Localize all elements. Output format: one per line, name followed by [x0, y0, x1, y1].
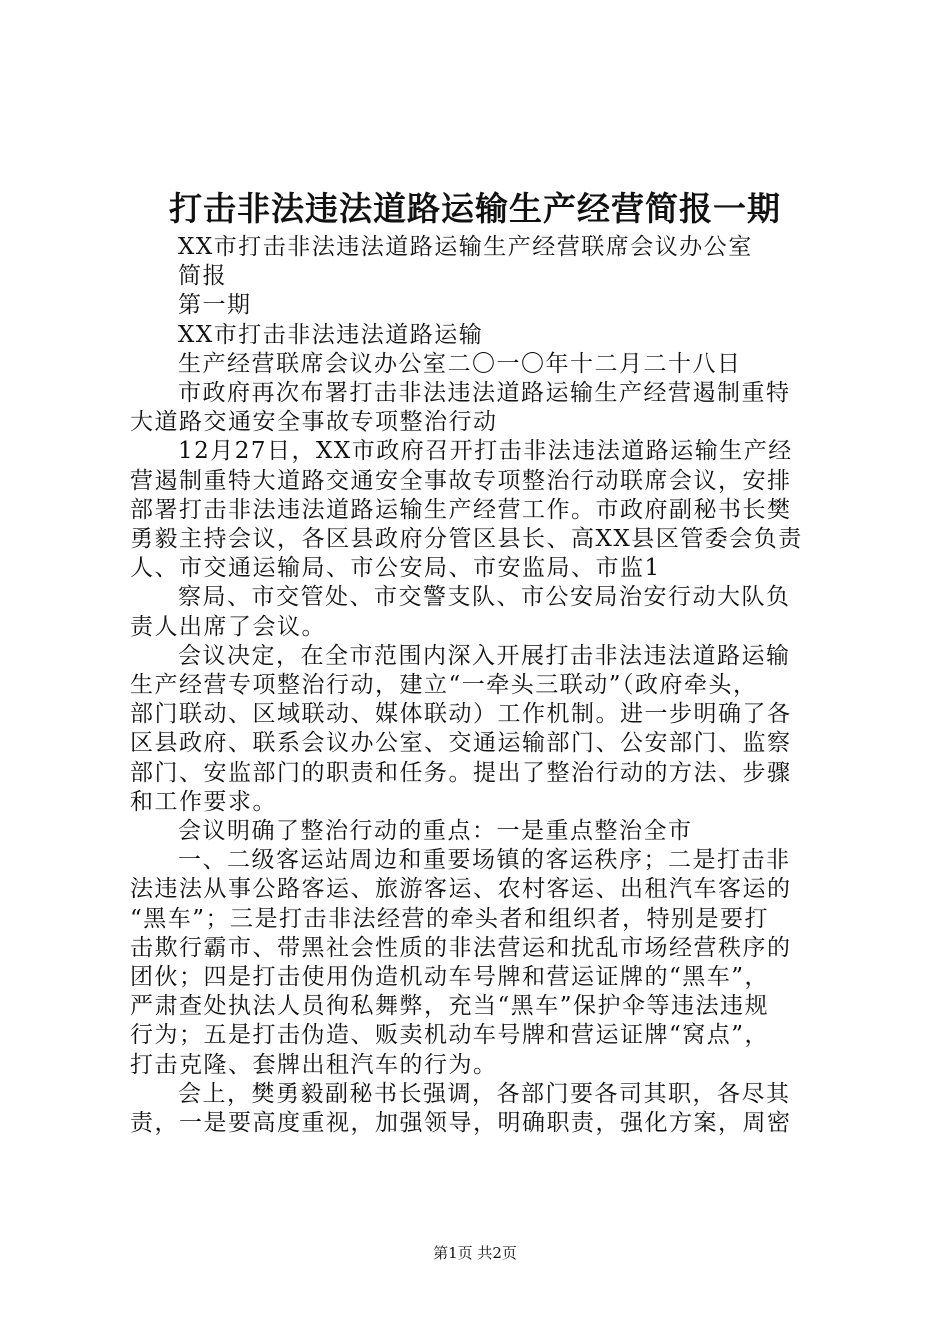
body-line: 12月27日，XX市政府召开打击非法违法道路运输生产经 [178, 438, 793, 465]
body-line: 部门、安监部门的职责和任务。提出了整治行动的方法、步骤 [130, 759, 792, 786]
body-line: “黑车”；三是打击非法经营的牵头者和组织者，特别是要打 [130, 905, 770, 932]
page-indicator: 第1页 共2页 [433, 1244, 517, 1262]
body-line: 生产经营专项整治行动，建立“一牵头三联动”（政府牵头， [130, 672, 758, 698]
body-line: 第一期 [178, 292, 252, 319]
body-line: 责人出席了会议。 [130, 613, 326, 640]
body-line: 部署打击非法违法道路运输生产经营工作。市政府副秘书长樊 [130, 496, 792, 523]
body-line: 法违法从事公路客运、旅游客运、农村客运、出租汽车客运的 [130, 876, 792, 903]
body-line: 团伙；四是打击使用伪造机动车号牌和营运证牌的“黑车”， [130, 964, 770, 990]
body-line: 人、市交通运输局、市公安局、市安监局、市监1 [130, 555, 661, 582]
body-line: 一、二级客运站周边和重要场镇的客运秩序；二是打击非 [178, 847, 791, 874]
body-line: 会上，樊勇毅副秘书长强调，各部门要各司其职，各尽其 [178, 1080, 791, 1107]
body-line: 会议决定，在全市范围内深入开展打击非法违法道路运输 [178, 642, 791, 669]
body-line: 会议明确了整治行动的重点：一是重点整治全市 [178, 818, 693, 844]
body-line: 击欺行霸市、带黑社会性质的非法营运和扰乱市场经营秩序的 [130, 934, 792, 961]
body-line: 勇毅主持会议，各区县政府分管区县长、高XX县区管委会负责 [130, 526, 803, 552]
body-line: 责，一是要高度重视，加强领导，明确职责，强化方案，周密 [130, 1110, 792, 1136]
body-line: 部门联动、区域联动、媒体联动）工作机制。进一步明确了各 [130, 701, 792, 728]
body-line: 营遏制重特大道路交通安全事故专项整治行动联席会议，安排 [130, 467, 792, 494]
body-line: 和工作要求。 [130, 788, 277, 815]
body-line: XX市打击非法违法道路运输 [178, 321, 484, 348]
body-line: 打击克隆、套牌出租汽车的行为。 [130, 1051, 498, 1078]
document-title: 打击非法违法道路运输生产经营简报一期 [169, 189, 781, 228]
body-line: 区县政府、联系会议办公室、交通运输部门、公安部门、监察 [130, 730, 792, 757]
body-line: XX市打击非法违法道路运输生产经营联席会议办公室 [178, 234, 753, 260]
body-line: 市政府再次布署打击非法违法道路运输生产经营遏制重特 [178, 380, 791, 406]
body-line: 行为；五是打击伪造、贩卖机动车号牌和营运证牌“窝点”， [130, 1022, 770, 1049]
body-line: 简报 [178, 263, 227, 290]
body-line: 察局、市交管处、市交警支队、市公安局治安行动大队负 [178, 584, 791, 611]
body-line: 大道路交通安全事故专项整治行动 [130, 409, 498, 436]
body-line: 严肃查处执法人员徇私舞弊，充当“黑车”保护伞等违法违规 [130, 993, 770, 1020]
body-line: 生产经营联席会议办公室二〇一〇年十二月二十八日 [178, 350, 742, 377]
